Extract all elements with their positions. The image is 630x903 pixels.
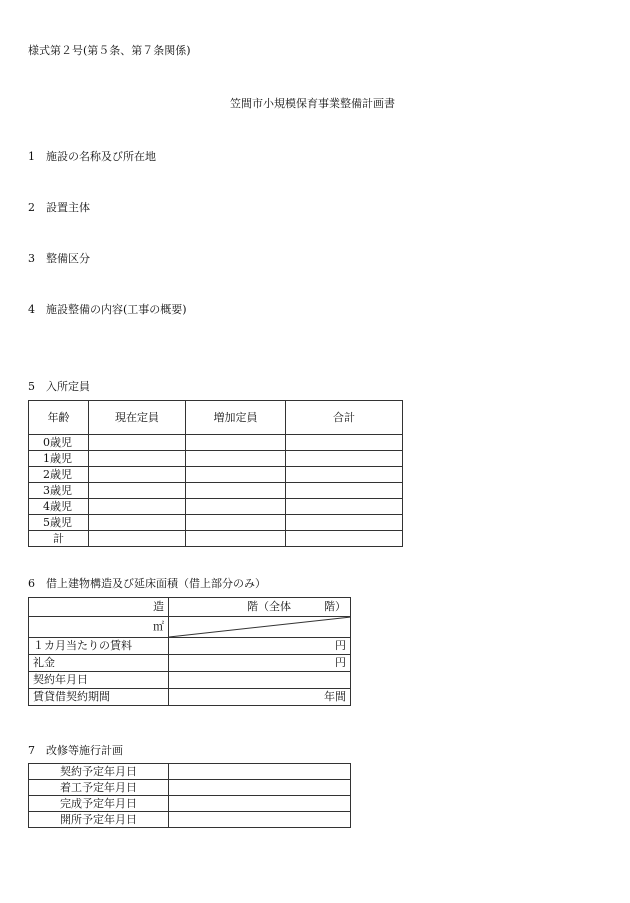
schedule-table [28,763,351,828]
table-row [29,451,403,467]
header-current-capacity: 現在定員 [89,401,186,435]
table-row [29,764,351,780]
table-row [29,812,351,828]
table-row [29,672,351,689]
header-total: 合計 [286,401,403,435]
row-label: 4歳児 [29,499,89,515]
table-row [29,598,351,617]
row-label: 5歳児 [29,515,89,531]
cell-total[interactable] [286,467,403,483]
row-label: 2歳児 [29,467,89,483]
cell-total[interactable] [286,451,403,467]
total-label: 計 [29,531,89,547]
table-row [29,796,351,812]
cell-total[interactable] [286,499,403,515]
schedule-value[interactable] [169,812,351,828]
schedule-label: 着工予定年月日 [29,780,169,796]
contract-date-value[interactable] [169,672,351,689]
row-label: 1歳児 [29,451,89,467]
cell-increase[interactable] [186,499,286,515]
schedule-label: 契約予定年月日 [29,764,169,780]
form-label: 様式第２号(第５条、第７条関係) [28,44,191,57]
section-1-heading: 1 施設の名称及び所在地 [28,150,156,163]
area-unit-text: ㎡ [153,620,164,633]
contract-date-label: 契約年月日 [29,672,169,689]
cell-increase[interactable] [186,467,286,483]
header-age: 年齢 [29,401,89,435]
section-5-heading: 5 入所定員 [28,380,90,393]
table-row [29,638,351,655]
table-row [29,655,351,672]
header-increase-capacity: 増加定員 [186,401,286,435]
cell-increase[interactable] [186,531,286,547]
section-2-heading: 2 設置主体 [28,201,90,214]
table-row [29,515,403,531]
structure-label: 造 [29,598,169,617]
row-label: 3歳児 [29,483,89,499]
capacity-table-header [29,401,403,435]
cell-current[interactable] [89,515,186,531]
table-row [29,435,403,451]
cell-current[interactable] [89,435,186,451]
cell-increase[interactable] [186,515,286,531]
schedule-value[interactable] [169,796,351,812]
cell-increase[interactable] [186,483,286,499]
floors-label: 階（全体 階） [169,598,351,617]
building-table [28,597,351,706]
table-row [29,780,351,796]
document-title: 笠間市小規模保育事業整備計画書 [230,97,395,110]
cell-current[interactable] [89,467,186,483]
cell-current[interactable] [89,483,186,499]
cell-current[interactable] [89,499,186,515]
lease-period-label: 賃貸借契約期間 [29,689,169,706]
table-row [29,499,403,515]
key-money-unit: 円 [169,655,351,672]
table-row [29,689,351,706]
table-row [29,483,403,499]
cell-total[interactable] [286,483,403,499]
schedule-value[interactable] [169,764,351,780]
diagonal-cell [169,617,351,638]
table-row-total [29,531,403,547]
lease-period-unit: 年間 [169,689,351,706]
key-money-label: 礼金 [29,655,169,672]
cell-increase[interactable] [186,451,286,467]
cell-total[interactable] [286,515,403,531]
cell-total[interactable] [286,531,403,547]
table-row [29,617,351,638]
schedule-label: 完成予定年月日 [29,796,169,812]
schedule-value[interactable] [169,780,351,796]
section-7-heading: 7 改修等施行計画 [28,744,123,757]
cell-increase[interactable] [186,435,286,451]
area-unit [29,617,169,638]
rent-unit: 円 [169,638,351,655]
section-4-heading: 4 施設整備の内容(工事の概要) [28,303,187,316]
cell-total[interactable] [286,435,403,451]
capacity-table [28,400,403,547]
cell-current[interactable] [89,451,186,467]
cell-current[interactable] [89,531,186,547]
schedule-label: 開所予定年月日 [29,812,169,828]
section-3-heading: 3 整備区分 [28,252,90,265]
section-6-heading: 6 借上建物構造及び延床面積（借上部分のみ） [28,577,266,590]
table-row [29,467,403,483]
diagonal-line [169,617,351,638]
row-label: 0歳児 [29,435,89,451]
rent-label: １カ月当たりの賃料 [29,638,169,655]
